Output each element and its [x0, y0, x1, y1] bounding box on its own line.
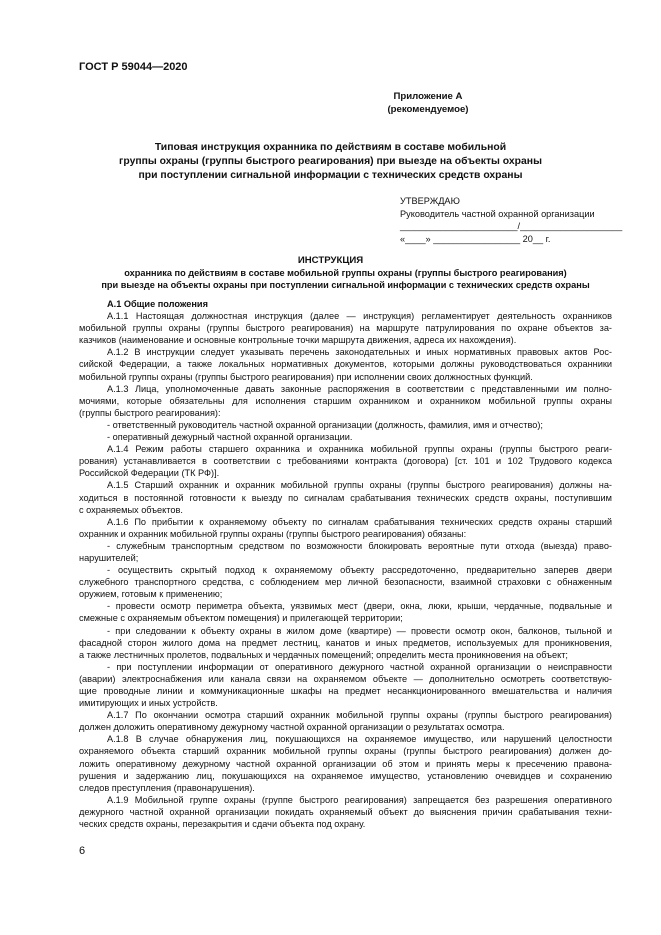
- paragraph-line: ческих средств охраны, перезакрытия и сдачи объекта под охрану.: [79, 819, 366, 830]
- paragraph-line: А.1.4 Режим работы старшего охранника и охранника мобильной группы охраны (группы быстрого реаги-: [107, 444, 612, 455]
- approval-word: УТВЕРЖДАЮ: [400, 196, 460, 206]
- paragraph-line: щие проводные линии и коммуникационные шкафы на предмет несанкционированного вмешательства и наличия: [79, 686, 612, 696]
- paragraph: [79, 419, 612, 431]
- section-heading: А.1 Общие положения: [107, 299, 208, 309]
- paragraph-line: А.1.3 Лица, уполномоченные давать законные распоряжения в соответствии с представленными им полно-: [107, 383, 612, 394]
- paragraph-line: А.1.7 По окончании осмотра старший охранник мобильной группы охраны (группы быстрого реагирования): [107, 710, 612, 721]
- annex-heading: [79, 91, 582, 116]
- paragraph-line: фасадной сторон жилого дома на предмет лестниц, канатов и иных предметов, используемых для проникновения,: [79, 637, 612, 648]
- paragraph-line: - осуществить скрытый подход к охраняемому объекту рассредоточенно, предварительно заперев двери: [107, 565, 612, 576]
- title-line: при поступлении сигнальной информации с технических средств охраны: [138, 170, 523, 181]
- paragraph-line: ходиться в постоянной готовности к выезду по сигналам срабатывания технических средств охраны, поступившим: [79, 492, 612, 503]
- instruction-title: ИНСТРУКЦИЯ: [297, 255, 364, 266]
- paragraph-line: охранник и охранник мобильной группы охраны (группы быстрого реагирования) обязаны:: [79, 528, 467, 539]
- paragraph: [79, 479, 612, 515]
- paragraph-line: - при следовании к объекту охраны в жилом доме (квартире) — провести осмотр окон, балконов, тыльной и: [107, 625, 612, 636]
- paragraph-line: ложить оперативному дежурному частной охранной организации об этом и принять меры к пресечению правона-: [79, 758, 612, 769]
- approval-role: Руководитель частной охранной организации: [400, 208, 595, 219]
- paragraph-line: казчиков (наименование и основные контрольные точки маршрута движения, адреса их нахождения).: [79, 335, 517, 346]
- paragraph: [79, 625, 612, 661]
- paragraph-line: рушения и задержанию лиц, покушающихся на охраняемое имущество, установлению очевидцев и сохранению: [79, 770, 612, 781]
- paragraph-line: - ответственный руководитель частной охранной организации (должность, фамилия, имя и отчество);: [107, 419, 543, 430]
- paragraph-line: - оперативный дежурный частной охранной организации.: [107, 432, 353, 443]
- paragraph: [79, 600, 612, 624]
- paragraph: [79, 516, 612, 540]
- document-body: [79, 298, 612, 830]
- approval-block: [400, 195, 623, 245]
- paragraph: [79, 661, 612, 709]
- approval-date-line: «____» _________________ 20__ г.: [400, 233, 551, 244]
- paragraph-line: А.1.6 По прибытии к охраняемому объекту по сигналам срабатывания технических средств охраны старший: [107, 516, 612, 527]
- paragraph-line: - при поступлении информации от оперативного дежурного частной охранной организации о неисправности: [107, 661, 612, 672]
- paragraph-line: А.1.9 Мобильной группе охраны (группе быстрого реагирования) запрещается без разрешения оперативного: [107, 794, 612, 805]
- paragraph: [79, 564, 612, 600]
- instruction-subtitle-line: при выезде на объекты охраны при поступлении сигнальной информации с технических средств охраны: [101, 280, 590, 290]
- paragraph-line: А.1.8 В случае обнаружения лиц, покушающихся на охраняемое имущество, или нарушений целостности: [107, 734, 612, 745]
- paragraph: [79, 709, 612, 733]
- paragraph: [79, 733, 612, 793]
- title-line: Типовая инструкция охранника по действиям в составе мобильной: [154, 142, 507, 153]
- paragraph-line: имитирующих и иных устройств.: [79, 698, 218, 709]
- paragraph: [79, 540, 612, 564]
- approval-sign-line: _______________________/____________________: [400, 221, 623, 231]
- paragraph-line: следов преступления (правонарушения).: [79, 782, 255, 793]
- paragraph-line: сийской Федерации, а также локальных нормативных документов, которыми должны руководствоваться охранники: [79, 359, 612, 370]
- paragraph-line: нарушителей;: [79, 552, 139, 563]
- paragraph-line: - провести осмотр периметра объекта, уязвимых мест (двери, окна, люки, крыши, чердачные, подвальные и: [107, 601, 612, 612]
- paragraph: [79, 383, 612, 419]
- paragraph-line: а также лестничных пролетов, подвальных и чердачных помещений; определить места проникновения на объект;: [79, 649, 568, 660]
- paragraph-line: А.1.1 Настоящая должностная инструкция (далее — инструкция) регламентирует деятельность охранников: [107, 311, 612, 322]
- instruction-subtitle: [79, 267, 612, 291]
- annex-title: Приложение А: [393, 91, 463, 102]
- instruction-subtitle-line: охранника по действиям в составе мобильной группы охраны (группы быстрого реагирования): [124, 268, 567, 278]
- paragraph-line: (группы быстрого реагирования):: [79, 407, 221, 418]
- paragraph-line: А.1.5 Старший охранник и охранник мобильной группы охраны (группы быстрого реагирования) должны на-: [107, 480, 612, 491]
- paragraph-line: (аварии) электроснабжения или канала связи на охраняемом объекте — дополнительно осмотреть соответствую-: [79, 673, 612, 684]
- title-line: группы охраны (группы быстрого реагирования) при выезде на объекты охраны: [119, 156, 542, 167]
- paragraph-line: мобильной группы охраны (группы быстрого реагирования) на маршруте патрулирования по охране объектов за-: [79, 323, 612, 334]
- paragraph: [79, 346, 612, 382]
- paragraph-line: мочиями, которые обязательны для исполнения старшим охранником и охранником мобильной группы охраны: [79, 395, 612, 406]
- paragraph-list: [79, 310, 612, 830]
- paragraph-line: дежурного частной охранной организации покидать охраняемый объект до выяснения причин срабатывания техни-: [79, 806, 612, 817]
- page-number: 6: [79, 845, 86, 857]
- paragraph-line: Российской Федерации (ТК РФ)].: [79, 468, 220, 479]
- paragraph-line: А.1.2 В инструкции следует указывать перечень законодательных и иных нормативных правовых актов Рос-: [107, 347, 612, 358]
- paragraph-line: мобильной группы охраны (группы быстрого реагирования) при исполнении своих должностных функций.: [79, 371, 533, 382]
- paragraph-line: - служебным транспортным средством по возможности блокировать вероятные пути отхода (выезда) право-: [107, 540, 612, 551]
- paragraph-line: с охраняемых объектов.: [79, 504, 183, 515]
- paragraph: [79, 443, 612, 479]
- paragraph-line: охраняемого объекта старший охранник мобильной группы охраны (группы быстрого реагирования) должен до-: [79, 746, 612, 757]
- paragraph-line: служебного транспортного средства, с соблюдением мер личной безопасности, взаимной страховки с обнаженным: [79, 577, 612, 588]
- paragraph: [79, 310, 612, 346]
- paragraph-line: должен доложить оперативному дежурному частной охранной организации о результатах осмотра.: [79, 722, 505, 733]
- paragraph: [79, 794, 612, 830]
- document-title: [79, 141, 582, 183]
- paragraph-line: рования) устанавливается в соответствии с требованиями контракта (договора) [ст. 101 и 102 Трудового кодекса: [79, 456, 612, 467]
- paragraph-line: оружием, готовым к применению;: [79, 589, 223, 600]
- paragraph: [79, 431, 612, 443]
- annex-subtitle: (рекомендуемое): [387, 103, 469, 115]
- document-id: ГОСТ Р 59044—2020: [79, 61, 188, 73]
- paragraph-line: смежные с охраняемым объектом помещения) и прилегающей территории;: [79, 613, 403, 624]
